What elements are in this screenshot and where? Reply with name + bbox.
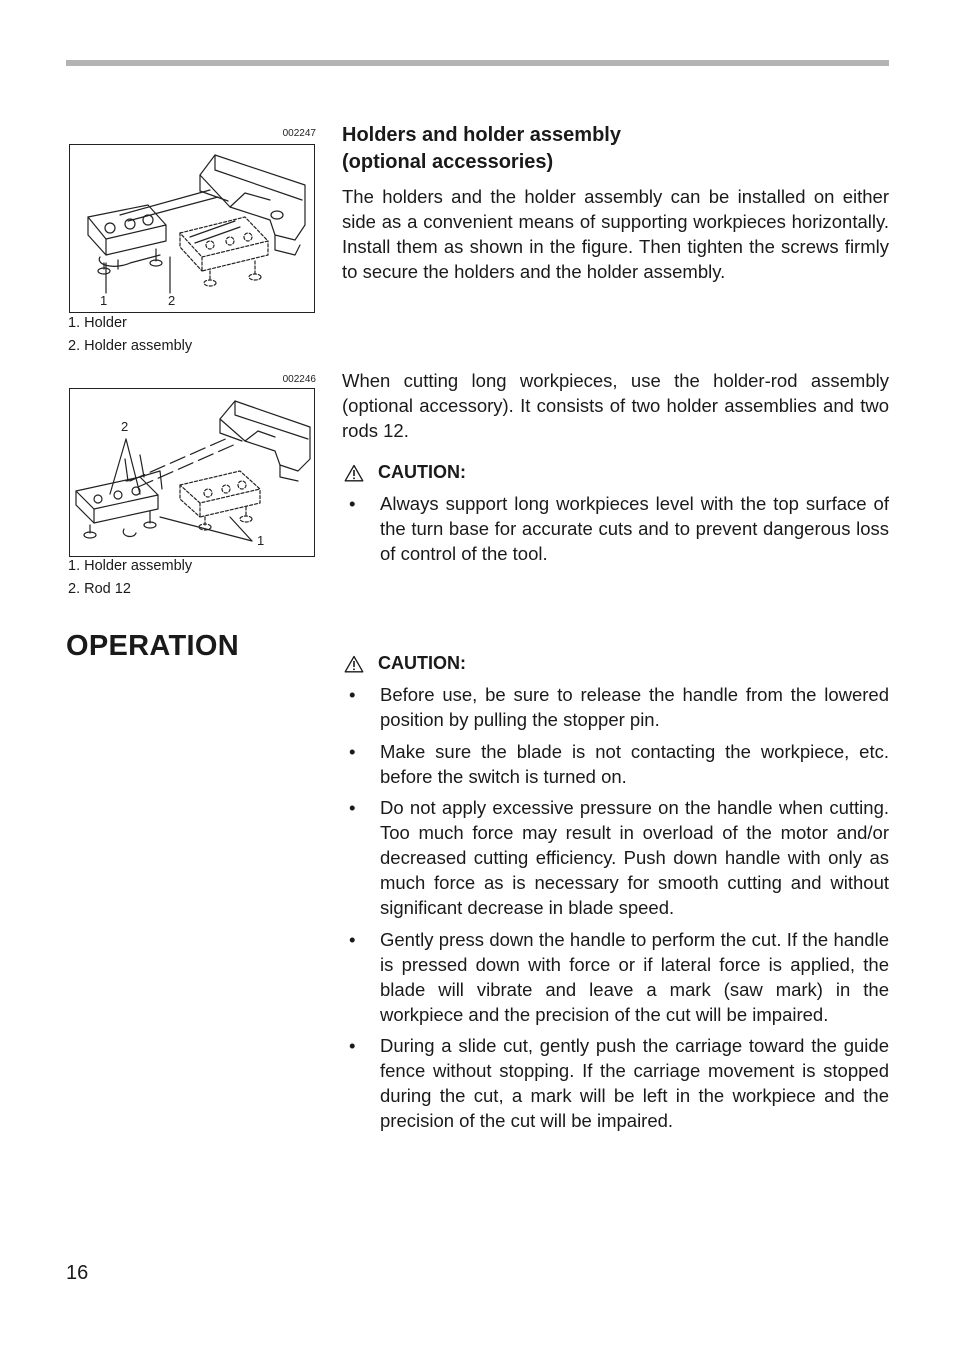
operation-caution-list xyxy=(342,682,889,1140)
figure-holder-illustration xyxy=(69,144,315,313)
bullet-marker: • xyxy=(349,797,356,818)
legend-item: 1. Holder xyxy=(68,315,127,331)
caution-item xyxy=(342,682,889,732)
warning-triangle-icon xyxy=(344,464,364,482)
holder-drawing xyxy=(70,145,314,312)
caution-text: Always support long workpieces level with the top surface of the turn base for accurate cuts and to prevent dangerous loss of control of the tool. xyxy=(380,493,889,564)
caution-item xyxy=(342,739,889,789)
figure-legend xyxy=(68,555,192,601)
warning-triangle-icon xyxy=(344,655,364,673)
callout-1: 1 xyxy=(100,293,108,308)
caution-list xyxy=(342,491,889,573)
caution-text: During a slide cut, gently push the carriage toward the guide fence without stopping. If the carriage movement is stopped during the cut, a mark will be left in the workpiece and the precision of the cut will be impaired. xyxy=(380,1035,889,1131)
figure-holder-rod-illustration xyxy=(69,388,315,557)
caution-heading xyxy=(344,462,466,483)
caution-text: Make sure the blade is not contacting the workpiece, etc. before the switch is turned on. xyxy=(380,740,889,787)
bullet-marker: • xyxy=(349,493,356,514)
caution-item xyxy=(342,927,889,1027)
caution-label: CAUTION: xyxy=(378,462,466,482)
caution-label: CAUTION: xyxy=(378,653,466,673)
holder-rod-paragraph: When cutting long workpieces, use the holder-rod assembly (optional accessory). It consists of two holder assemblies and two rods 12. xyxy=(342,370,889,441)
bullet-marker: • xyxy=(349,684,356,705)
figure-legend xyxy=(68,312,192,358)
caution-item xyxy=(342,491,889,566)
callout-2: 2 xyxy=(121,419,129,434)
bullet-marker: • xyxy=(349,1035,356,1056)
legend-item: 2. Rod 12 xyxy=(68,581,131,597)
figure-code: 002246 xyxy=(282,374,316,385)
caution-text: Before use, be sure to release the handle from the lowered position by pulling the stopper pin. xyxy=(380,684,889,730)
page-number: 16 xyxy=(66,1262,89,1284)
caution-text: Do not apply excessive pressure on the handle when cutting. Too much force may result in overload of the motor and/or decreased cutting efficiency. Push down handle with only as much force as is necessary for smooth cutting and without significant decrease in blade speed. xyxy=(380,797,889,918)
bullet-marker: • xyxy=(349,928,356,950)
holders-paragraph: The holders and the holder assembly can be installed on either side as a convenient means of supporting workpieces horizontally. Install them as shown in the figure. Then tighten the screws firmly to secure the holders and the holder assembly. xyxy=(342,186,889,282)
caution-item xyxy=(342,1033,889,1133)
callout-1: 1 xyxy=(257,533,265,548)
heading-line: (optional accessories) xyxy=(342,151,554,173)
heading-line: Holders and holder assembly xyxy=(342,124,621,146)
operation-heading: OPERATION xyxy=(66,630,239,662)
caution-heading xyxy=(344,653,466,674)
legend-item: 2. Holder assembly xyxy=(68,338,193,354)
callout-2: 2 xyxy=(168,293,176,308)
bullet-marker: • xyxy=(349,740,356,762)
holder-rod-drawing xyxy=(70,389,314,556)
section-heading xyxy=(342,122,902,176)
caution-item xyxy=(342,795,889,920)
header-rule xyxy=(66,60,889,66)
figure-code: 002247 xyxy=(282,128,316,139)
caution-text: Gently press down the handle to perform the cut. If the handle is pressed down with force or if lateral force is applied, the blade will vibrate and leave a mark (saw mark) in the workpiece and the precision of the cut will be impaired. xyxy=(380,928,889,1025)
legend-item: 1. Holder assembly xyxy=(68,558,193,574)
